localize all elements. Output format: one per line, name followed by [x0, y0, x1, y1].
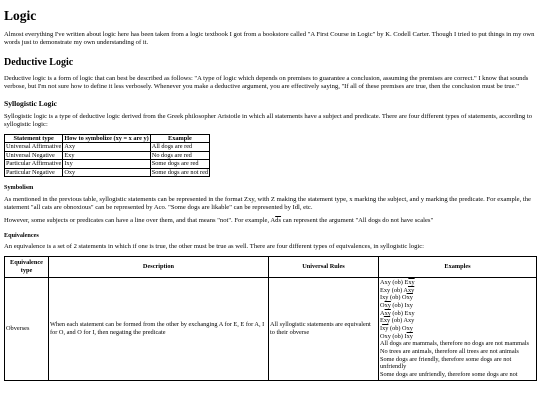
table-cell: Particular Negative — [5, 168, 63, 177]
deductive-paragraph: Deductive logic is a form of logic that can best be described as follows: "A type of logic which depends on premises to guarantee a conclusion, assuming the premises are correct." I know that sounds verbose, but I'm not sure how to define it less verbosely. Whenever you make a deductive argument, you are effectively saying, "If all of these premises are true, then the conclusion must be true." — [4, 75, 529, 90]
example-text: Oxy (ob) I — [380, 332, 407, 340]
example-text: Some dogs are unfriendly, therefore some dogs are not — [380, 371, 518, 379]
example-line — [380, 294, 535, 302]
symbolism-paragraph-2 — [4, 217, 536, 225]
syllogistic-paragraph: Syllogistic logic is a type of deductive logic derived from the Greek philosopher Aristotle in which all statements have a subject and predicate. There are four different types of statements, according to syllogistic logic: — [4, 112, 533, 128]
col-header: Equivalence type — [5, 256, 49, 277]
example-line — [380, 356, 535, 371]
page-title: Logic — [4, 8, 37, 23]
table-header-row — [5, 134, 210, 143]
overlined-term: $\overline{xy}$ — [408, 278, 415, 286]
table-row — [5, 277, 537, 380]
example-line — [380, 348, 535, 356]
example-line — [380, 317, 535, 325]
symbolism-text-a: However, some subjects or predicates can have a line over them, and that means "not". For example, A — [4, 216, 276, 224]
example-text: Axy (ob) E — [380, 278, 409, 286]
table-cell: Exy — [63, 151, 150, 160]
overlined-term: $\overline{xy}$ — [406, 294, 413, 302]
symbolism-paragraph-1: As mentioned in the previous table, syllogistic statements can be represented in the format Zxy, with Z making the statement type, x marking the subject, and y marking the predicate. For example, the statement "all cats are obnoxious" can be represented by Aco. "Some dogs are likable" can be represented by Idl, etc. — [4, 195, 531, 211]
table-header-row — [5, 256, 537, 277]
example-text: Exy (ob) A — [380, 286, 408, 294]
example-line — [380, 340, 535, 348]
equivalences-heading: Equivalences — [4, 231, 39, 239]
syllogistic-heading: Syllogistic Logic — [4, 98, 57, 108]
example-line — [380, 333, 535, 341]
example-text: All dogs are mammals, therefore no dogs are not mammals — [380, 340, 529, 348]
example-line — [380, 325, 535, 333]
symbolism-heading: Symbolism — [4, 184, 34, 192]
overlined-term: $\overline{xy}$ — [383, 317, 391, 325]
table-row — [5, 151, 210, 160]
example-text: (ob) Ixy — [390, 301, 413, 309]
example-text: I — [380, 325, 383, 332]
table-cell: Oxy — [63, 168, 150, 177]
table-cell: Axy — [63, 143, 150, 152]
equivalences-paragraph: An equivalence is a set of 2 statements in which if one is true, the other must be true as well. There are four different types of equivalences, in syllogistic logic: — [4, 243, 424, 251]
col-header: Example — [150, 134, 209, 143]
rules-cell: All syllogistic statements are equivalent to their obverse — [269, 277, 379, 380]
table-cell: Some dogs are red — [150, 160, 209, 169]
table-cell: Particular Affirmative — [6, 160, 62, 168]
overlined-term: $\overline{xy}$ — [382, 325, 389, 332]
overlined-term: $\overline{xy}$ — [384, 309, 391, 317]
example-text: No trees are animals, therefore all trees are not animals — [380, 348, 519, 356]
intro-paragraph: Almost everything I've written about logic here has been taken from a logic textbook I got from a bookstore called "A First Course in Logic" by K. Codell Carter. Though I tried to put things in my own words just to demonstrate my own understanding of it. — [4, 31, 535, 47]
examples-cell — [379, 277, 537, 380]
example-text: Ixy (ob) O — [380, 294, 407, 302]
col-header: Universal Rules — [269, 256, 379, 277]
table-cell: Universal Negative — [5, 151, 63, 160]
example-text: E — [380, 317, 384, 325]
table-row — [5, 160, 210, 169]
table-cell: All dogs are red — [150, 143, 209, 152]
example-text: (ob) Exy — [390, 309, 415, 317]
example-line — [380, 302, 535, 310]
equivalence-type-cell: Obverses — [5, 277, 49, 380]
statement-types-table — [4, 134, 210, 178]
table-cell: Universal Affirmative — [6, 143, 62, 151]
overlined-term: $\overline{xy}$ — [407, 286, 415, 294]
col-header: How to symbolize (xy = x are y) — [64, 134, 149, 142]
table-cell: Some dogs are not red — [151, 168, 209, 176]
examples-list — [380, 279, 535, 379]
table-cell: Ixy — [63, 160, 150, 169]
deductive-heading: Deductive Logic — [4, 57, 74, 68]
overlined-term: $\overline{xy}$ — [384, 301, 391, 309]
col-header: Description — [49, 256, 269, 277]
table-cell: No dogs are red — [150, 151, 209, 160]
table-row — [5, 168, 210, 177]
col-header: Statement type — [5, 134, 63, 143]
example-text: (ob) Axy — [390, 317, 415, 325]
example-text: (ob) Oxy — [388, 325, 413, 332]
example-text: A — [380, 309, 385, 317]
description-cell: When each statement can be formed from the other by exchanging A for E, E for A, I for O, and O for I, then negating the predicate — [49, 277, 269, 380]
example-line — [380, 371, 535, 379]
example-text: Some dogs are friendly, therefore some dogs are not unfriendly — [380, 355, 512, 371]
overlined-term: $\overline{xy}$ — [406, 332, 413, 340]
table-row — [5, 143, 210, 152]
equivalences-table — [4, 256, 537, 381]
col-header: Examples — [379, 256, 537, 277]
example-line — [380, 279, 535, 287]
example-text: O — [380, 301, 385, 309]
symbolism-text-b: can represent the argument "All dogs do not have scales" — [281, 216, 434, 224]
overlined-term: $\overline{ds}$ — [275, 216, 282, 224]
